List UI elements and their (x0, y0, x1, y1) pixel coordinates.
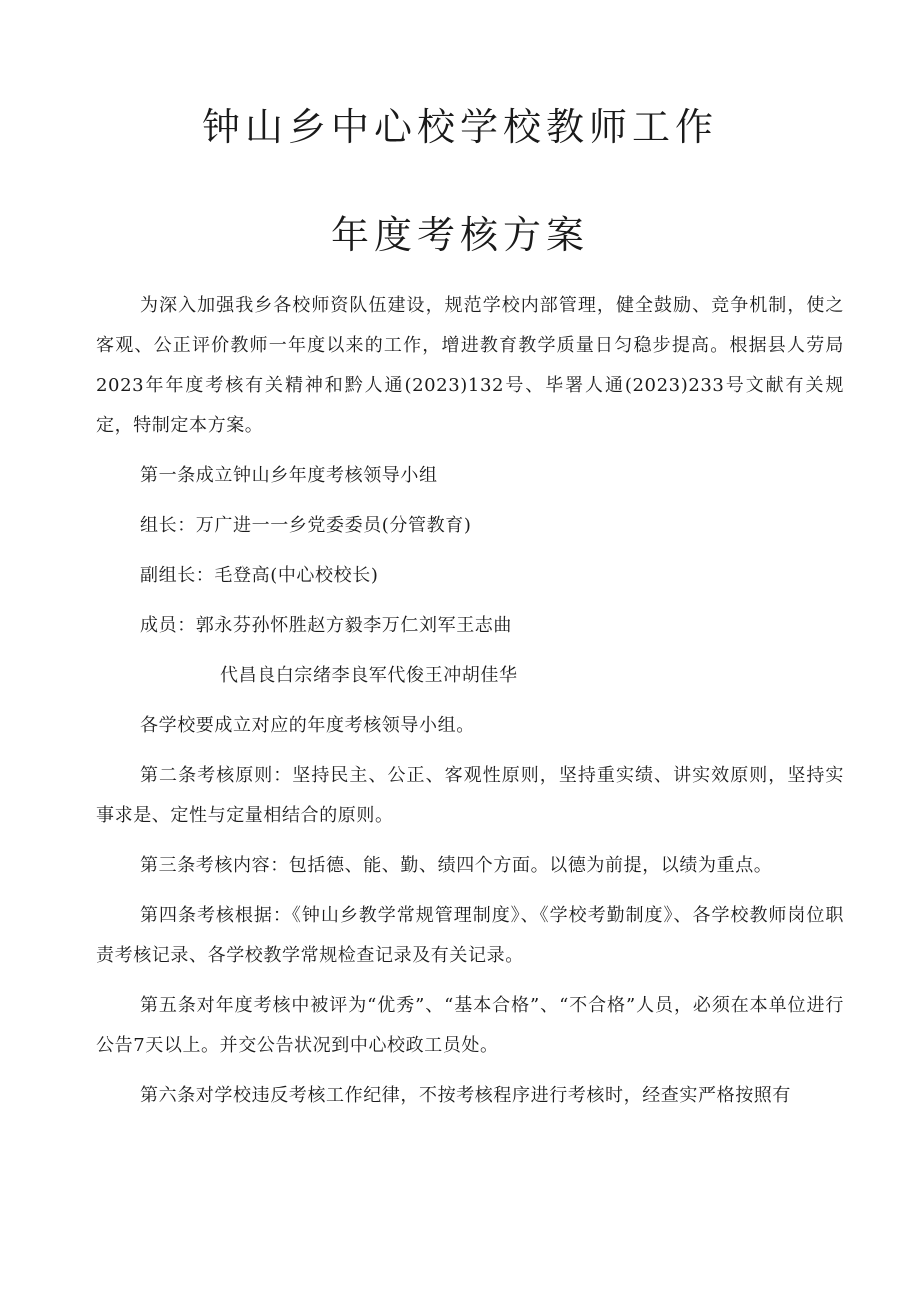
deputy-leader-line: 副组长：毛登高(中心校校长) (140, 565, 379, 586)
article-4-paragraph: 第四条考核根据：《钟山乡教学常规管理制度》、《学校考勤制度》、各学校教师岗位职责考核记录、各学校教学常规检查记录及有关记录。 (96, 905, 844, 966)
article-1-heading: 第一条成立钟山乡年度考核领导小组 (140, 465, 438, 486)
schools-group-paragraph: 各学校要成立对应的年度考核领导小组。 (140, 715, 475, 736)
intro-paragraph: 为深入加强我乡各校师资队伍建设，规范学校内部管理，健全鼓励、竞争机制，使之客观、公正评价教师一年度以来的工作，增进教育教学质量日匀稳步提高。根据县人劳局2023年年度考核有关精神和黔人通(2023)132号、毕署人通(2023)233号文献有关规定，特制定本方案。 (96, 295, 844, 436)
document-title-line-1: 钟山乡中心校学校教师工作 (201, 105, 718, 149)
article-5-paragraph: 第五条对年度考核中被评为“优秀”、“基本合格”、“不合格”人员，必须在本单位进行公告7天以上。并交公告状况到中心校政工员处。 (96, 995, 844, 1056)
document-title-line-2: 年度考核方案 (330, 213, 589, 257)
members-line: 成员：郭永芬孙怀胜赵方毅李万仁刘军王志曲 (140, 615, 512, 636)
article-3-paragraph: 第三条考核内容：包括德、能、勤、绩四个方面。以德为前提，以绩为重点。 (140, 855, 773, 876)
group-leader-line: 组长：万广进一一乡党委委员(分管教育) (140, 515, 472, 536)
members-continuation-line: 代昌良白宗绪李良军代俊王冲胡佳华 (220, 665, 518, 686)
article-6-paragraph: 第六条对学校违反考核工作纪律，不按考核程序进行考核时，经查实严格按照有 (140, 1085, 791, 1106)
article-2-paragraph: 第二条考核原则：坚持民主、公正、客观性原则，坚持重实绩、讲实效原则，坚持实事求是、定性与定量相结合的原则。 (96, 765, 844, 826)
document-body (96, 286, 844, 1126)
